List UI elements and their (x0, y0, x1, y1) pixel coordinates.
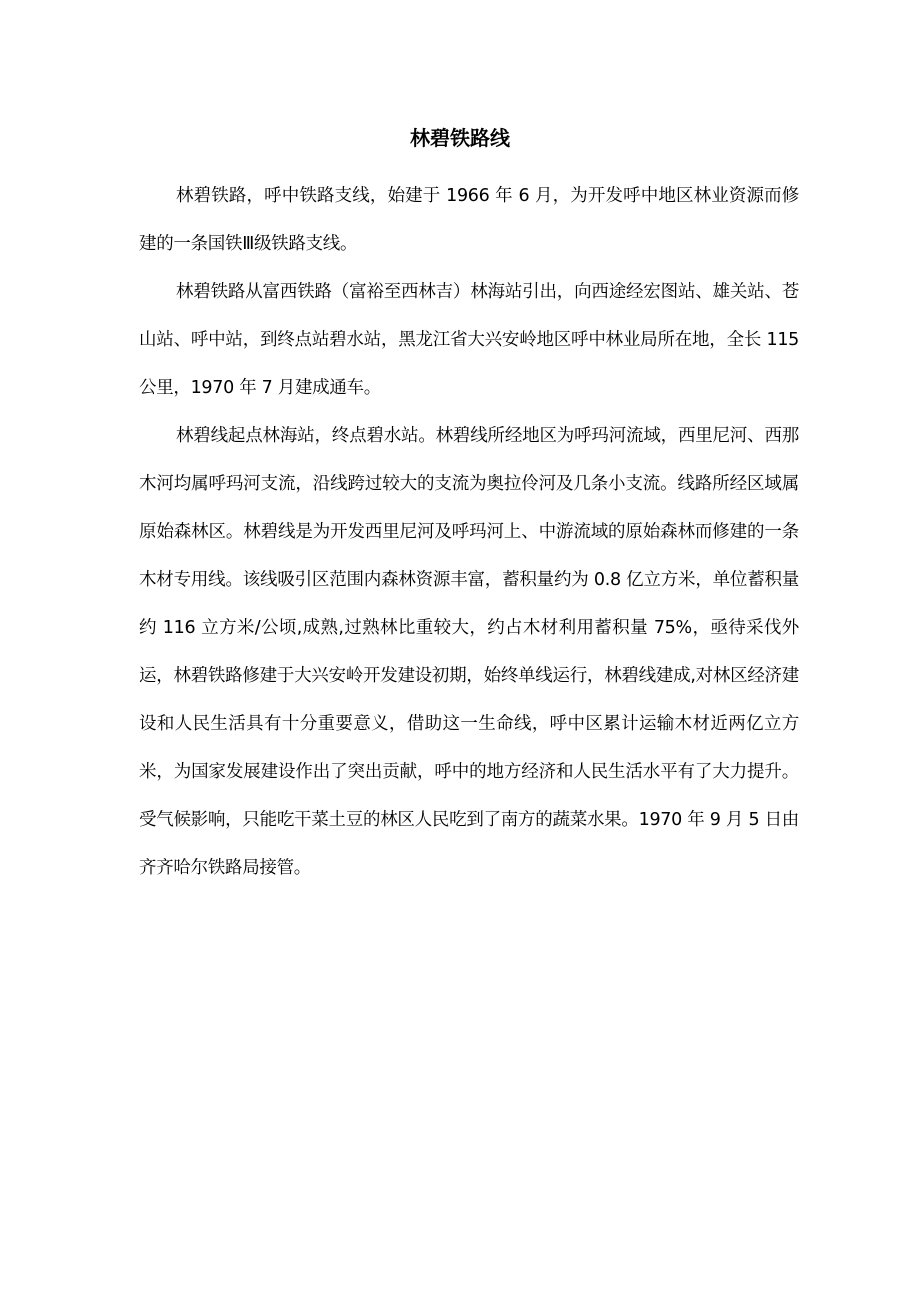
document-title: 林碧铁路线 (410, 126, 510, 150)
paragraph-details: 林碧线起点林海站，终点碧水站。林碧线所经地区为呼玛河流域，西里尼河、西那木河均属呼玛河支流，沿线跨过较大的支流为奥拉伶河及几条小支流。线路所经区域属原始森林区。林碧线是为开发西里尼河及呼玛河上、中游流域的原始森林而修建的一条木材专用线。该线吸引区范围内森林资源丰富，蓄积量约为 0.8 亿立方米，单位蓄积量约 116 立方米/公顷,成熟,过熟林比重较大，约占木材利用蓄积量 75%，亟待采伐外运，林碧铁路修建于大兴安岭开发建设初期，始终单线运行，林碧线建成,对林区经济建设和人民生活具有十分重要意义，借助这一生命线，呼中区累计运输木材近两亿立方米，为国家发展建设作出了突出贡献，呼中的地方经济和人民生活水平有了大力提升。受气候影响，只能吃干菜土豆的林区人民吃到了南方的蔬菜水果。1970 年 9 月 5 日由齐齐哈尔铁路局接管。 (139, 426, 799, 878)
paragraph-route: 林碧铁路从富西铁路（富裕至西林吉）林海站引出，向西途经宏图站、雄关站、苍山站、呼中站，到终点站碧水站，黑龙江省大兴安岭地区呼中林业局所在地，全长 115 公里，1970 年 7 月建成通车。 (139, 282, 799, 398)
paragraph-overview: 林碧铁路，呼中铁路支线，始建于 1966 年 6 月，为开发呼中地区林业资源而修建的一条国铁Ⅲ级铁路支线。 (139, 186, 799, 254)
document-body (139, 172, 799, 892)
